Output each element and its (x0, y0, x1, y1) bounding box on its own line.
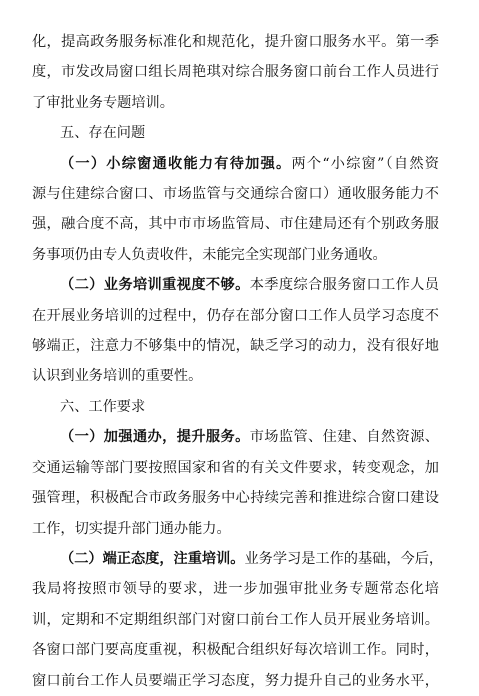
text-line (32, 574, 439, 604)
line-text: 认识到业务培训的重要性。 (32, 368, 203, 385)
text-line (32, 422, 439, 452)
text-line (32, 240, 439, 270)
paragraph-lead: （二）端正态度，注重培训。 (60, 550, 245, 567)
line-text: 够端正，注意力不够集中的情况，缺乏学习的动力，没有很好地 (32, 338, 439, 355)
text-line (32, 635, 439, 665)
line-text: 了审批业务专题培训。 (32, 94, 174, 111)
document-body (32, 27, 444, 696)
line-text: 五、存在问题 (60, 125, 146, 142)
text-line (32, 27, 439, 57)
text-line (32, 514, 439, 544)
section-heading (32, 118, 439, 148)
text-line (32, 331, 439, 361)
line-text: 我局将按照市领导的要求，进一步加强审批业务专题常态化培 (32, 581, 439, 598)
text-line (32, 666, 439, 696)
line-text: 强，融合度不高，其中市市场监管局、市住建局还有个别政务服 (32, 216, 439, 233)
paragraph-lead: （一）加强通办，提升服务。 (60, 429, 250, 446)
text-line (32, 544, 444, 574)
line-text: 交通运输等部门要按照国家和省的有关文件要求，转变观念，加 (32, 459, 439, 476)
text-line (32, 301, 439, 331)
text-line (32, 361, 439, 391)
line-text: 度，市发改局窗口组长周艳琪对综合服务窗口前台工作人员进行 (32, 64, 439, 81)
line-text: 务事项仍由专人负责收件，未能完全实现部门业务通收。 (32, 246, 387, 263)
line-text: 业务学习是工作的基础，今后， (244, 550, 444, 567)
line-text: 窗口前台工作人员要端正学习态度，努力提升自己的业务水平， (32, 672, 439, 689)
paragraph-lead: （一）小综窗通收能力有待加强。 (60, 155, 292, 172)
text-line (32, 209, 439, 239)
line-text: 本季度综合服务窗口工作人员 (249, 277, 439, 294)
line-text: 源与住建综合窗口、市场监管与交通综合窗口）通收服务能力不 (32, 186, 439, 203)
line-text: 两个“小综窗”（自然资 (291, 155, 439, 172)
text-line (32, 453, 439, 483)
line-text: 训，定期和不定期组织部门对窗口前台工作人员开展业务培训。 (32, 611, 439, 628)
text-line (32, 88, 439, 118)
line-text: 在开展业务培训的过程中，仍存在部分窗口工作人员学习态度不 (32, 307, 439, 324)
line-text: 各窗口部门要高度重视，积极配合组织好每次培训工作。同时， (32, 642, 439, 659)
line-text: 强管理，积极配合市政务服务中心持续完善和推进综合窗口建设 (32, 490, 439, 507)
text-line (32, 270, 439, 300)
line-text: 化，提高政务服务标准化和规范化，提升窗口服务水平。第一季 (32, 34, 439, 50)
line-text: 工作，切实提升部门通办能力。 (32, 520, 231, 537)
paragraph-lead: （二）业务培训重视度不够。 (60, 277, 250, 294)
line-text: 市场监管、住建、自然资源、 (249, 429, 439, 446)
section-heading (32, 392, 439, 422)
text-line (32, 179, 439, 209)
text-line (32, 149, 439, 179)
text-line (32, 483, 439, 513)
text-line (32, 57, 439, 87)
text-line (32, 605, 439, 635)
line-text: 六、工作要求 (60, 398, 146, 415)
